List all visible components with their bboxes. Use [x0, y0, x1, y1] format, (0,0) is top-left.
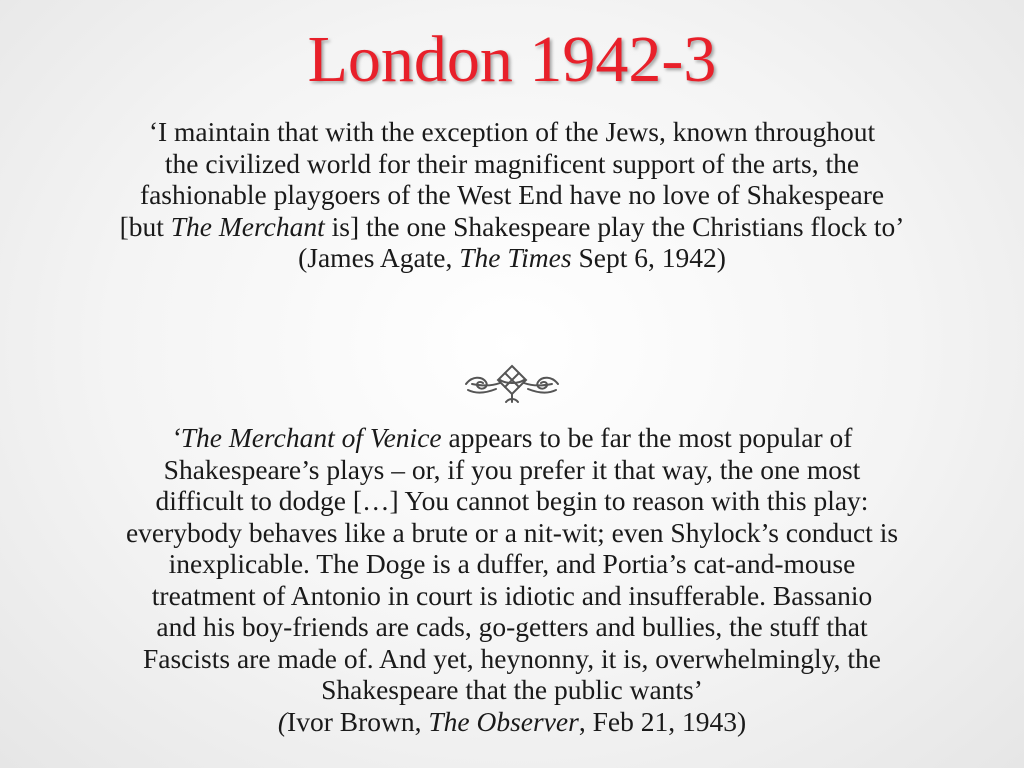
quote-line: ‘I maintain that with the exception of the Jews, known throughout	[148, 116, 876, 147]
quote-line: difficult to dodge […] You cannot begin to reason with this play:	[155, 485, 869, 516]
attribution-date: Sept 6, 1942)	[571, 242, 726, 273]
quote-line: [but	[119, 210, 171, 242]
quote-line: appears to be far the most popular of	[441, 422, 853, 453]
slide-title: London 1942-3	[307, 23, 717, 96]
attribution-author: (James Agate,	[298, 242, 460, 273]
publication-name: The Times	[459, 242, 572, 273]
play-title: The Merchant	[170, 210, 325, 242]
quote-line: Shakespeare’s plays – or, if you prefer it that way, the one most	[163, 453, 861, 485]
attribution	[278, 706, 746, 737]
quote-line: inexplicable. The Doge is a duffer, and Portia’s cat-and-mouse	[168, 548, 856, 579]
quote-line: treatment of Antonio in court is idiotic and insufferable. Bassanio	[151, 579, 873, 611]
attribution-paren: (	[277, 705, 288, 737]
quote-line: everybody behaves like a brute or a nit-wit; even Shylock’s conduct is	[125, 516, 899, 548]
attribution-date: , Feb 21, 1943)	[578, 705, 747, 737]
agate-quote	[6, 116, 1018, 274]
quote-line: the civilized world for their magnificent support of the arts, the	[164, 147, 860, 179]
play-title: ‘The Merchant of Venice	[171, 422, 442, 453]
brown-quote	[6, 422, 1018, 737]
attribution-author: Ivor Brown,	[287, 705, 429, 737]
quote-line: fashionable playgoers of the West End have no love of Shakespeare	[139, 179, 885, 210]
quote-line: and his boy-friends are cads, go-getters and bullies, the stuff that	[156, 611, 868, 642]
quote-line: is] the one Shakespeare play the Christians flock to’	[324, 210, 905, 242]
publication-name: The Observer	[428, 705, 579, 737]
quote-line: Fascists are made of. And yet, heynonny, it is, overwhelmingly, the	[142, 642, 882, 674]
quote-line: Shakespeare that the public wants’	[321, 674, 703, 705]
attribution	[298, 242, 726, 273]
flourish-divider-icon	[462, 362, 562, 406]
